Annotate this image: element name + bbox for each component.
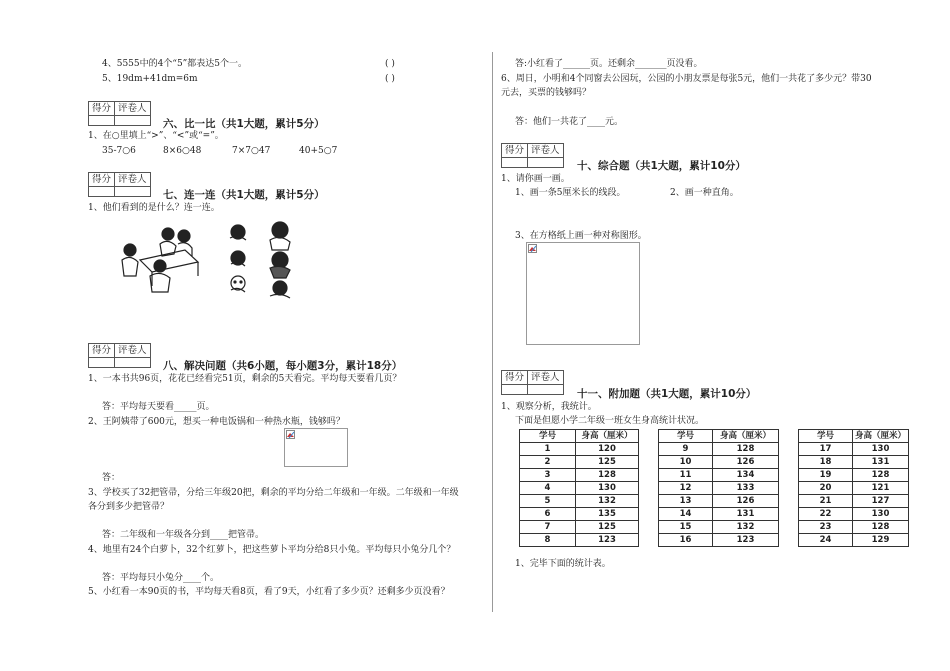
table-gap — [779, 495, 799, 508]
table-header-cell: 学号 — [799, 430, 853, 443]
sec8-answer-1: 答：平均每天要看_____页。 — [102, 402, 215, 412]
table-cell: 7 — [520, 521, 576, 534]
table-row — [520, 521, 909, 534]
column-divider — [492, 52, 493, 612]
table-cell: 22 — [799, 508, 853, 521]
compare-item-3: 7×7○47 — [232, 146, 271, 156]
table-gap — [779, 534, 799, 547]
table-gap — [779, 508, 799, 521]
sec10-question-1: 1、请你画一画。 — [501, 174, 570, 184]
score-box-sec11 — [501, 370, 564, 395]
table-cell: 4 — [520, 482, 576, 495]
table-cell: 127 — [853, 495, 909, 508]
table-header-cell: 身高（厘米） — [713, 430, 779, 443]
score-box-sec8 — [88, 343, 151, 368]
table-header-cell: 学号 — [659, 430, 713, 443]
table-cell: 2 — [520, 456, 576, 469]
score-box-sec7 — [88, 172, 151, 197]
score-box-sec6 — [88, 101, 151, 126]
table-cell: 19 — [799, 469, 853, 482]
table-header-cell: 身高（厘米） — [576, 430, 639, 443]
table-cell: 123 — [576, 534, 639, 547]
sec10-task-2: 2、画一种直角。 — [670, 188, 739, 198]
grader-cell[interactable] — [115, 187, 151, 197]
table-cell: 129 — [853, 534, 909, 547]
sec8-question-3b: 各分到多少把管帚？ — [88, 502, 170, 512]
table-cell: 134 — [713, 469, 779, 482]
table-cell: 128 — [576, 469, 639, 482]
table-cell: 15 — [659, 521, 713, 534]
table-cell: 24 — [799, 534, 853, 547]
answer-paren-5[interactable]: ( ) — [385, 74, 395, 84]
section-7-title: 七、连一连（共1大题，累计5分） — [163, 189, 325, 201]
table-gap — [639, 469, 659, 482]
table-cell: 130 — [853, 508, 909, 521]
section-10-title: 十、综合题（共1大题，累计10分） — [577, 160, 746, 172]
sec8-answer-2: 答： — [102, 473, 121, 483]
table-header-row — [520, 430, 909, 443]
table-cell: 135 — [576, 508, 639, 521]
table-cell: 23 — [799, 521, 853, 534]
score-cell[interactable] — [89, 187, 115, 197]
table-row — [520, 482, 909, 495]
grader-cell[interactable] — [115, 116, 151, 126]
grid-paper-placeholder — [526, 242, 640, 345]
answer-paren-4[interactable]: ( ) — [385, 59, 395, 69]
table-cell: 21 — [799, 495, 853, 508]
sec8-question-4: 4、地里有24个白萝卜，32个红萝卜，把这些萝卜平均分给8只小兔。平均每只小兔分几个？ — [88, 545, 456, 555]
sec11-question-1: 1、观察分析，我统计。 — [501, 402, 597, 412]
table-gap — [639, 482, 659, 495]
score-label: 得分 — [89, 344, 115, 358]
compare-item-4: 40+5○7 — [299, 146, 338, 156]
table-gap — [639, 456, 659, 469]
table-cell: 13 — [659, 495, 713, 508]
table-cell: 14 — [659, 508, 713, 521]
grader-label: 评卷人 — [115, 344, 151, 358]
compare-item-2: 8×6○48 — [163, 146, 202, 156]
table-cell: 125 — [576, 456, 639, 469]
sec10-question-3: 3、在方格纸上画一种对称图形。 — [515, 231, 647, 241]
table-cell: 128 — [853, 521, 909, 534]
score-cell[interactable] — [89, 116, 115, 126]
table-gap — [639, 534, 659, 547]
grader-cell[interactable] — [528, 158, 564, 168]
sec8-question-3a: 3、学校买了32把管帚，分给三年级20把，剩余的平均分给二年级和一年级。二年级和一年级 — [88, 488, 459, 498]
table-gap — [779, 443, 799, 456]
table-cell: 5 — [520, 495, 576, 508]
section-6-title: 六、比一比（共1大题，累计5分） — [163, 118, 325, 130]
sec7-question-1: 1、他们看到的是什么？连一连。 — [88, 203, 220, 213]
table-cell: 121 — [853, 482, 909, 495]
score-box-sec10 — [501, 143, 564, 168]
table-cell: 126 — [713, 495, 779, 508]
table-cell: 132 — [576, 495, 639, 508]
table-gap — [779, 521, 799, 534]
right-answer-5: 答:小红看了______页。还剩余_______页没看。 — [515, 59, 703, 69]
table-header-cell: 身高（厘米） — [853, 430, 909, 443]
table-cell: 133 — [713, 482, 779, 495]
table-gap — [639, 508, 659, 521]
score-label: 得分 — [89, 173, 115, 187]
table-cell: 9 — [659, 443, 713, 456]
grader-label: 评卷人 — [115, 173, 151, 187]
right-answer-6: 答：他们一共花了____元。 — [515, 117, 624, 127]
sec11-intro: 下面是但愿小学二年级一班女生身高统计状况。 — [515, 416, 705, 426]
table-cell: 6 — [520, 508, 576, 521]
table-row — [520, 456, 909, 469]
table-cell: 16 — [659, 534, 713, 547]
table-gap — [779, 469, 799, 482]
table-gap — [639, 521, 659, 534]
sec8-question-1: 1、一本书共96页，花花已经看完51页，剩余的5天看完。平均每天要看几页？ — [88, 374, 402, 384]
score-label: 得分 — [89, 102, 115, 116]
sec11-task: 1、完毕下面的统计表。 — [515, 559, 611, 569]
table-cell: 128 — [713, 443, 779, 456]
table-row — [520, 469, 909, 482]
table-cell: 123 — [713, 534, 779, 547]
table-cell: 12 — [659, 482, 713, 495]
grader-label: 评卷人 — [115, 102, 151, 116]
table-cell: 11 — [659, 469, 713, 482]
table-cell: 130 — [576, 482, 639, 495]
score-label: 得分 — [502, 371, 528, 385]
table-row — [520, 508, 909, 521]
table-cell: 130 — [853, 443, 909, 456]
table-cell: 131 — [713, 508, 779, 521]
table-cell: 8 — [520, 534, 576, 547]
table-row — [520, 495, 909, 508]
question-4: 4、5555中的4个“5”都表达5个一。 — [102, 59, 248, 69]
table-cell: 132 — [713, 521, 779, 534]
table-cell: 120 — [576, 443, 639, 456]
table-gap — [779, 482, 799, 495]
table-cell: 17 — [799, 443, 853, 456]
grader-cell[interactable] — [528, 385, 564, 395]
sec6-question-1: 1、在○里填上“>”、“<”或“=”。 — [88, 131, 224, 141]
table-cell: 125 — [576, 521, 639, 534]
score-cell[interactable] — [502, 158, 528, 168]
section-8-title: 八、解决问题（共6小题，每小题3分，累计18分） — [163, 360, 403, 372]
views-illustration — [110, 220, 310, 302]
table-row — [520, 443, 909, 456]
table-cell: 128 — [853, 469, 909, 482]
table-cell: 20 — [799, 482, 853, 495]
compare-item-1: 35-7○6 — [102, 146, 136, 156]
sec10-task-1: 1、画一条5厘米长的线段。 — [515, 188, 626, 198]
grader-label: 评卷人 — [528, 144, 564, 158]
table-gap — [779, 430, 799, 443]
table-gap — [639, 443, 659, 456]
table-cell: 18 — [799, 456, 853, 469]
table-cell: 131 — [853, 456, 909, 469]
sec8-answer-4: 答：平均每只小兔分____个。 — [102, 573, 220, 583]
sec8-answer-3: 答：二年级和一年级各分到____把管帚。 — [102, 530, 265, 540]
right-question-6a: 6、周日，小明和4个同窗去公园玩，公园的小朋友票是每张5元，他们一共花了多少元？带30 — [501, 74, 872, 84]
table-header-cell: 学号 — [520, 430, 576, 443]
table-row — [520, 534, 909, 547]
score-cell[interactable] — [502, 385, 528, 395]
score-cell[interactable] — [89, 358, 115, 368]
table-cell: 126 — [713, 456, 779, 469]
sec8-question-5: 5、小红看一本90页的书，平均每天看8页，看了9天，小红看了多少页？还剩多少页没看？ — [88, 587, 450, 597]
image-placeholder-1 — [284, 428, 348, 467]
table-cell: 1 — [520, 443, 576, 456]
table-gap — [639, 430, 659, 443]
right-question-6b: 元去，买票的钱够吗？ — [501, 88, 592, 98]
broken-image-icon — [528, 244, 537, 253]
section-11-title: 十一、附加题（共1大题，累计10分） — [577, 388, 757, 400]
grader-cell[interactable] — [115, 358, 151, 368]
sec8-question-2: 2、王阿姨带了600元，想买一种电饭锅和一种热水瓶，钱够吗？ — [88, 417, 345, 427]
broken-image-icon — [286, 430, 295, 439]
score-label: 得分 — [502, 144, 528, 158]
table-gap — [639, 495, 659, 508]
grader-label: 评卷人 — [528, 371, 564, 385]
table-cell: 10 — [659, 456, 713, 469]
question-5: 5、19dm+41dm=6m — [102, 74, 198, 84]
table-cell: 3 — [520, 469, 576, 482]
height-stats-table — [519, 429, 909, 547]
table-gap — [779, 456, 799, 469]
